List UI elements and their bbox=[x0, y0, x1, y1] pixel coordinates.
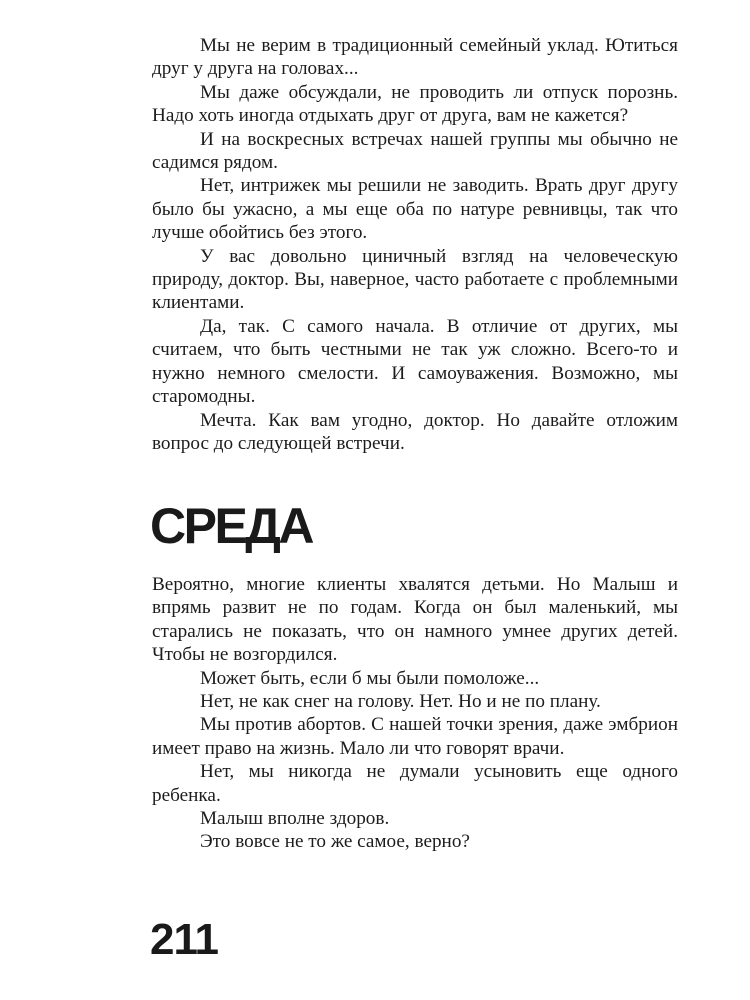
paragraph: У вас довольно циничный взгляд на человеческую природу, доктор. Вы, наверное, часто работаете с проблемными клиентами. bbox=[152, 245, 678, 314]
paragraph: Нет, не как снег на голову. Нет. Но и не по плану. bbox=[200, 691, 601, 713]
text-block-top bbox=[152, 34, 678, 455]
paragraph: Это вовсе не то же самое, верно? bbox=[200, 831, 470, 853]
paragraph: Вероятно, многие клиенты хвалятся детьми. Но Малыш и впрямь развит не по годам. Когда он был маленький, мы старались не показать, что он намного умнее других детей. Чтобы не возгордился. bbox=[152, 574, 678, 666]
paragraph: Мы даже обсуждали, не проводить ли отпуск порознь. Надо хоть иногда отдыхать друг от друга, вам не кажется? bbox=[152, 81, 678, 127]
text-block-bottom bbox=[152, 573, 678, 854]
paragraph: Нет, мы никогда не думали усыновить еще одного ребенка. bbox=[152, 761, 678, 806]
chapter-title: СРЕДА bbox=[150, 498, 313, 554]
page-number: 211 bbox=[150, 915, 218, 964]
paragraph: Малыш вполне здоров. bbox=[200, 808, 390, 830]
paragraph: Да, так. С самого начала. В отличие от других, мы считаем, что быть честными не так уж сложно. Всего-то и нужно немного смелости. И самоуважения. Возможно, мы старомодны. bbox=[152, 315, 678, 408]
paragraph: Может быть, если б мы были помоложе... bbox=[200, 667, 540, 689]
paragraph: Мечта. Как вам угодно, доктор. Но давайте отложим вопрос до следующей встречи. bbox=[152, 409, 678, 454]
paragraph: Мы против абортов. С нашей точки зрения, даже эмбрион имеет право на жизнь. Мало ли что говорят врачи. bbox=[152, 714, 678, 759]
paragraph: Нет, интрижек мы решили не заводить. Врать друг другу было бы ужасно, а мы еще оба по натуре ревнивцы, так что лучше обойтись без этого. bbox=[152, 175, 678, 244]
paragraph: И на воскресных встречах нашей группы мы обычно не садимся рядом. bbox=[152, 128, 678, 174]
paragraph: Мы не верим в традиционный семейный уклад. Ютиться друг у друга на головах... bbox=[152, 35, 678, 80]
